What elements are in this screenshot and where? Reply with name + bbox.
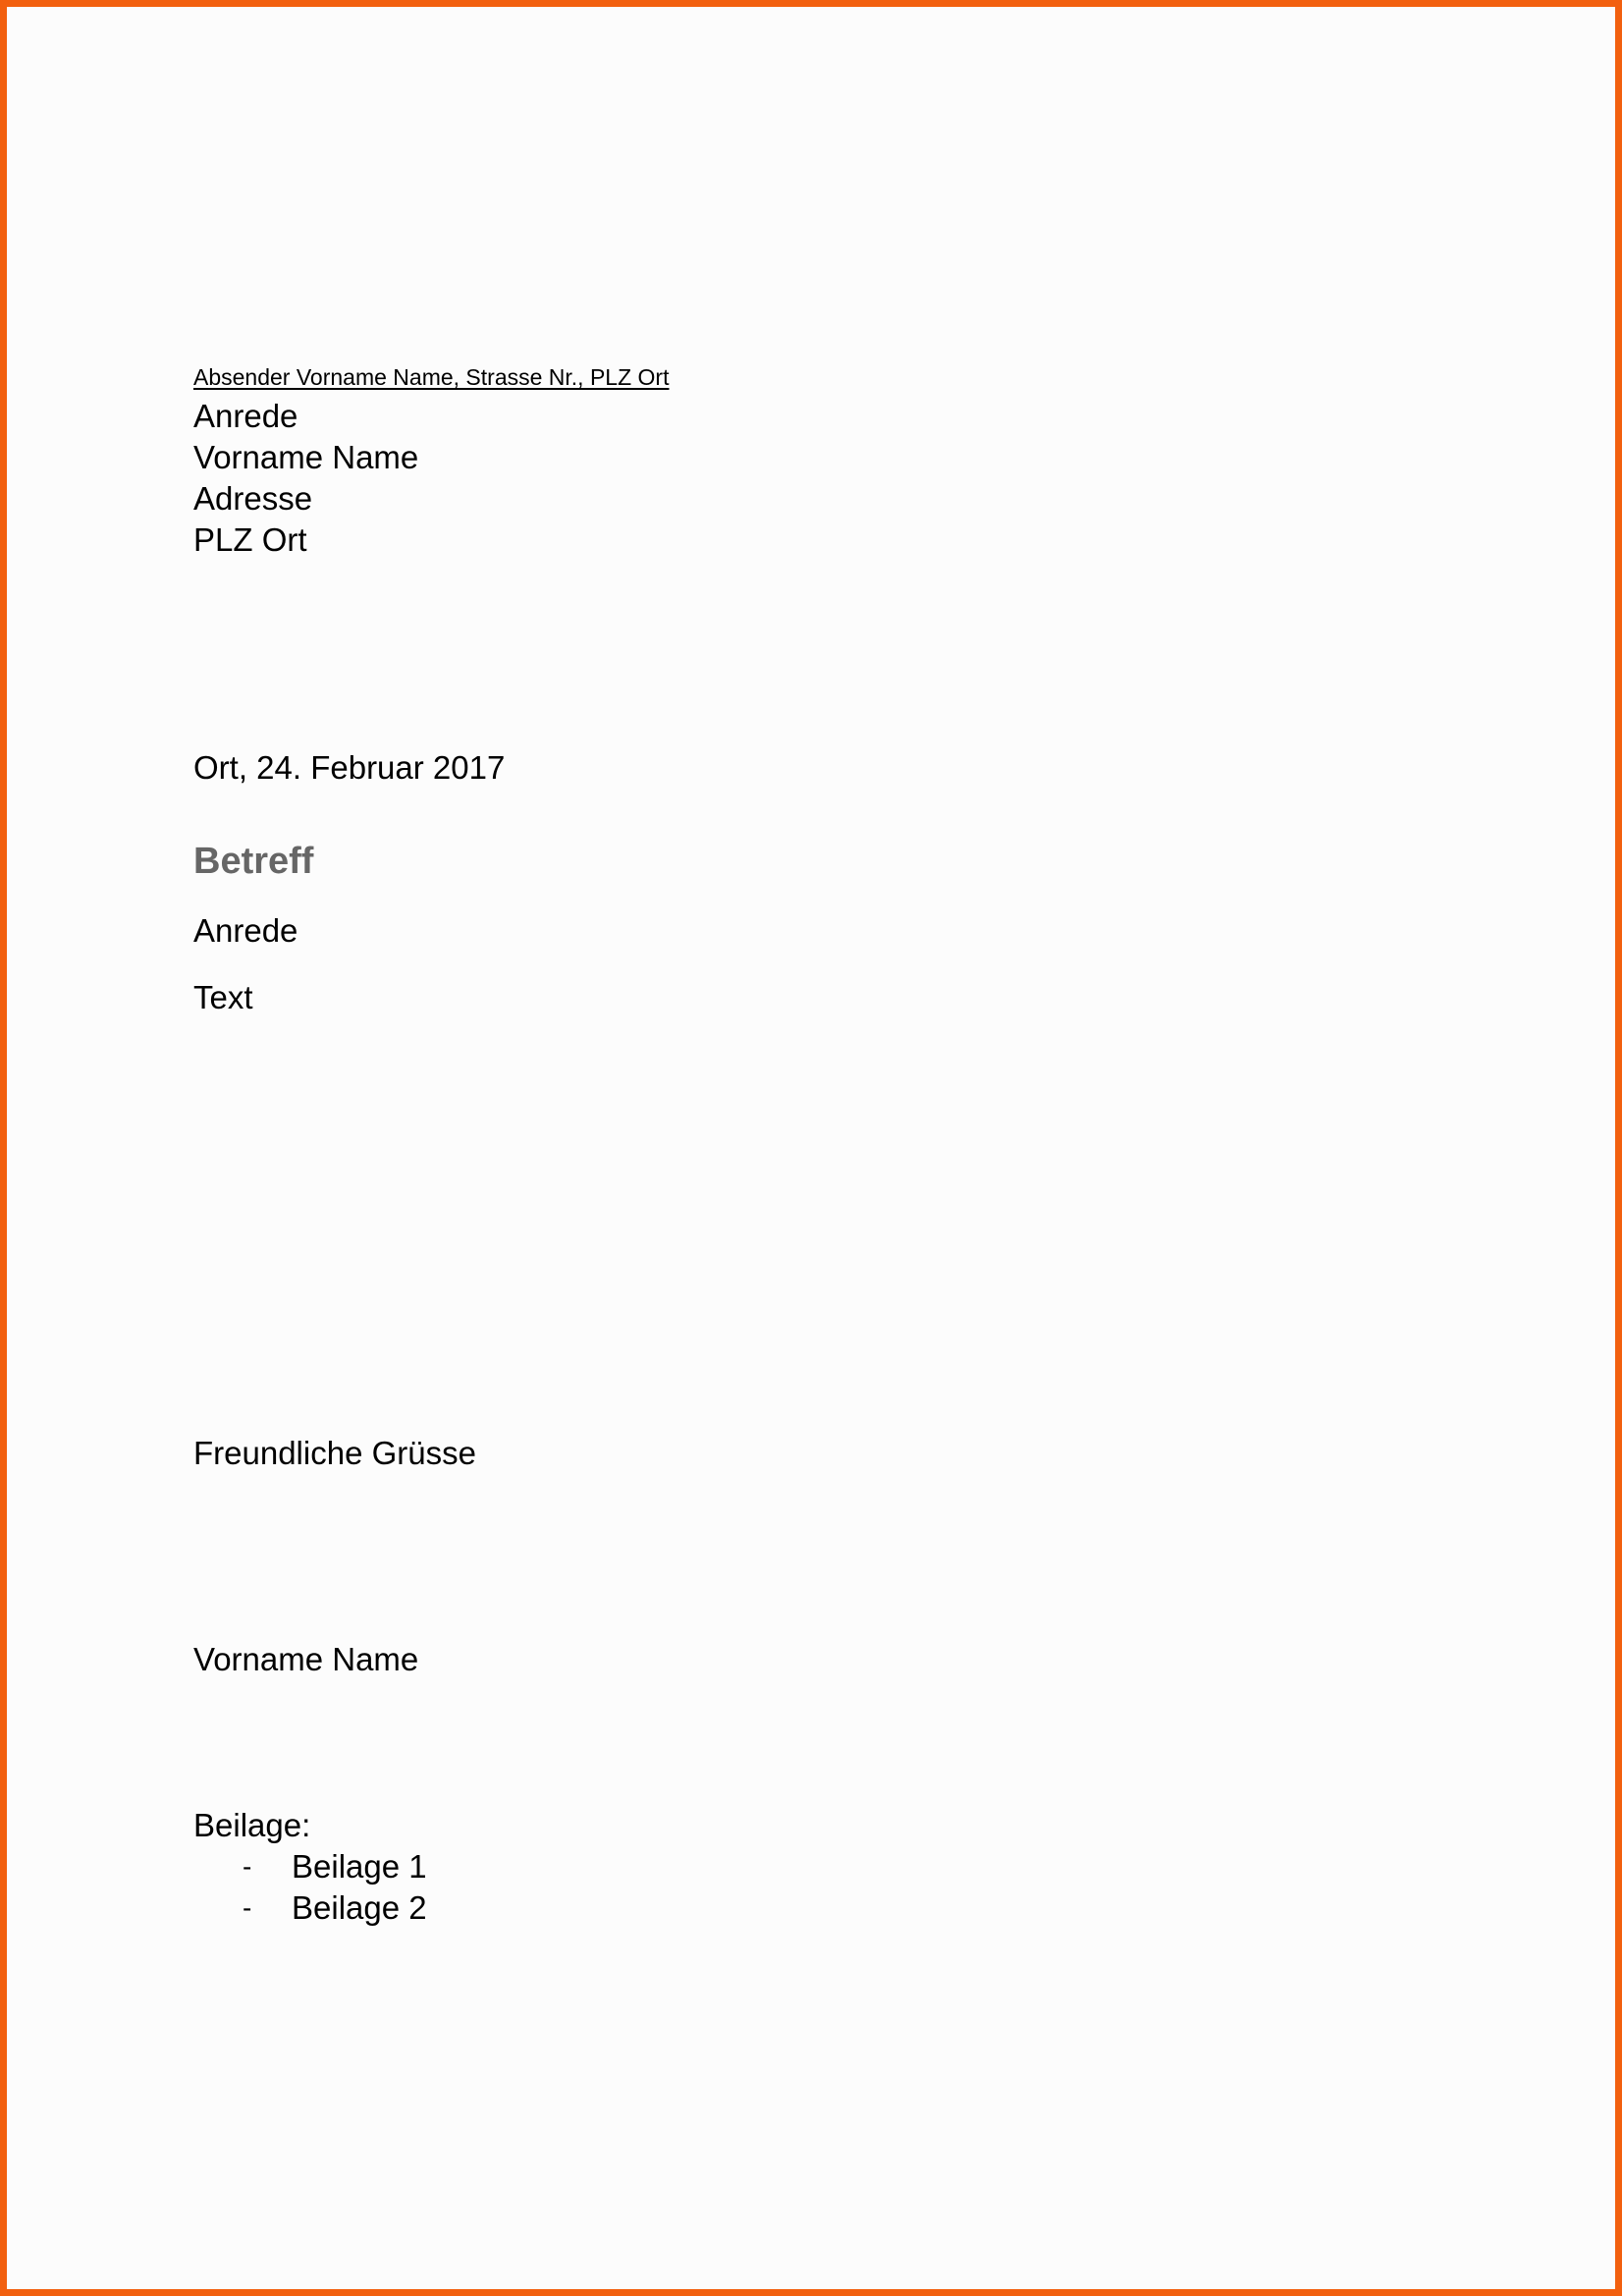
letter-closing: Freundliche Grüsse <box>193 1435 476 1471</box>
letter-body: Text <box>193 979 253 1015</box>
sender-line: Absender Vorname Name, Strasse Nr., PLZ Ort <box>193 364 670 390</box>
enclosures-section <box>193 1805 427 1929</box>
enclosure-bullet: - <box>243 1851 252 1882</box>
recipient-city: PLZ Ort <box>193 521 307 558</box>
recipient-salutation: Anrede <box>193 398 298 434</box>
enclosures-list <box>193 1846 427 1929</box>
enclosures-label: Beilage: <box>193 1807 311 1843</box>
recipient-address: Adresse <box>193 480 313 517</box>
letter-date: Ort, 24. Februar 2017 <box>193 749 506 786</box>
recipient-name: Vorname Name <box>193 439 419 475</box>
enclosure-text: Beilage 2 <box>292 1889 427 1926</box>
enclosure-item <box>193 1887 427 1929</box>
letter-salutation: Anrede <box>193 912 298 949</box>
enclosure-bullet: - <box>243 1892 252 1923</box>
recipient-address-block <box>193 396 418 561</box>
enclosure-text: Beilage 1 <box>292 1848 427 1885</box>
letter-subject: Betreff <box>193 841 314 882</box>
letter-signature: Vorname Name <box>193 1641 419 1677</box>
enclosure-item <box>193 1846 427 1887</box>
